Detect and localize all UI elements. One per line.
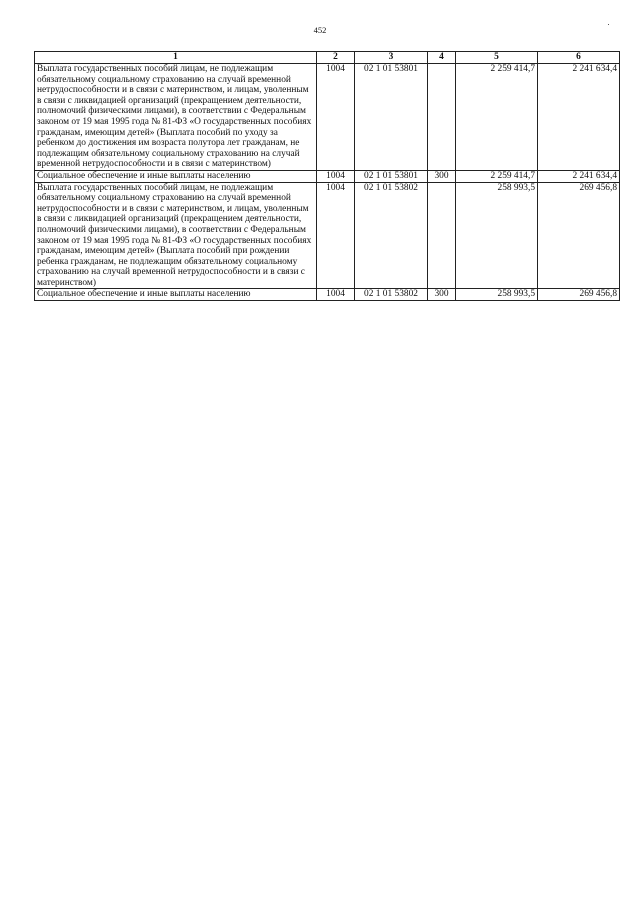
row-section: 1004: [317, 64, 355, 171]
column-header: 2: [317, 52, 355, 64]
row-section: 1004: [317, 289, 355, 301]
column-header: 5: [456, 52, 538, 64]
row-target: 02 1 01 53802: [355, 182, 428, 289]
table-row: [35, 289, 620, 301]
row-value-1: 258 993,5: [456, 182, 538, 289]
row-target: 02 1 01 53801: [355, 170, 428, 182]
table-header-row: [35, 52, 620, 64]
row-value-2: 2 241 634,4: [538, 64, 620, 171]
table-row: [35, 64, 620, 171]
row-type: [428, 182, 456, 289]
row-value-2: 2 241 634,4: [538, 170, 620, 182]
row-value-1: 2 259 414,7: [456, 64, 538, 171]
row-section: 1004: [317, 170, 355, 182]
row-value-2: 269 456,8: [538, 289, 620, 301]
page-number: 452: [313, 25, 327, 35]
row-description: Выплата государственных пособий лицам, не подлежащим обязательному социальному страхованию на случай временной нетрудоспособности и в связи с материнством, и лицам, уволенным в связи с ликвидацией организаций (прекращением деятельности, полномочий физическими лицами), в соответствии с Федеральным законом от 19 мая 1995 года № 81-ФЗ «О государственных пособиях гражданам, имеющим детей» (Выплата пособий при рождении ребенка гражданам, не подлежащим обязательному социальному страхованию на случай временной нетрудоспособности и в связи с материнством): [35, 182, 317, 289]
row-description: Социальное обеспечение и иные выплаты населению: [35, 170, 317, 182]
row-section: 1004: [317, 182, 355, 289]
scan-speck: [608, 24, 609, 25]
column-header: 6: [538, 52, 620, 64]
row-value-2: 269 456,8: [538, 182, 620, 289]
row-type: 300: [428, 289, 456, 301]
column-header: 4: [428, 52, 456, 64]
row-target: 02 1 01 53802: [355, 289, 428, 301]
column-header: 1: [35, 52, 317, 64]
row-target: 02 1 01 53801: [355, 64, 428, 171]
column-header: 3: [355, 52, 428, 64]
row-description: Выплата государственных пособий лицам, не подлежащим обязательному социальному страхованию на случай временной нетрудоспособности и в связи с материнством, и лицам, уволенным в связи с ликвидацией организаций (прекращением деятельности, полномочий физическими лицами), в соответствии с Федеральным законом от 19 мая 1995 года № 81-ФЗ «О государственных пособиях гражданам, имеющим детей» (Выплата пособий по уходу за ребенком до достижения им возраста полутора лет гражданам, не подлежащим обязательному социальному страхованию на случай временной нетрудоспособности и в связи с материнством): [35, 64, 317, 171]
row-value-1: 258 993,5: [456, 289, 538, 301]
row-type: 300: [428, 170, 456, 182]
table-row: [35, 182, 620, 289]
row-description: Социальное обеспечение и иные выплаты населению: [35, 289, 317, 301]
row-type: [428, 64, 456, 171]
budget-table: [34, 51, 620, 301]
table-row: [35, 170, 620, 182]
row-value-1: 2 259 414,7: [456, 170, 538, 182]
